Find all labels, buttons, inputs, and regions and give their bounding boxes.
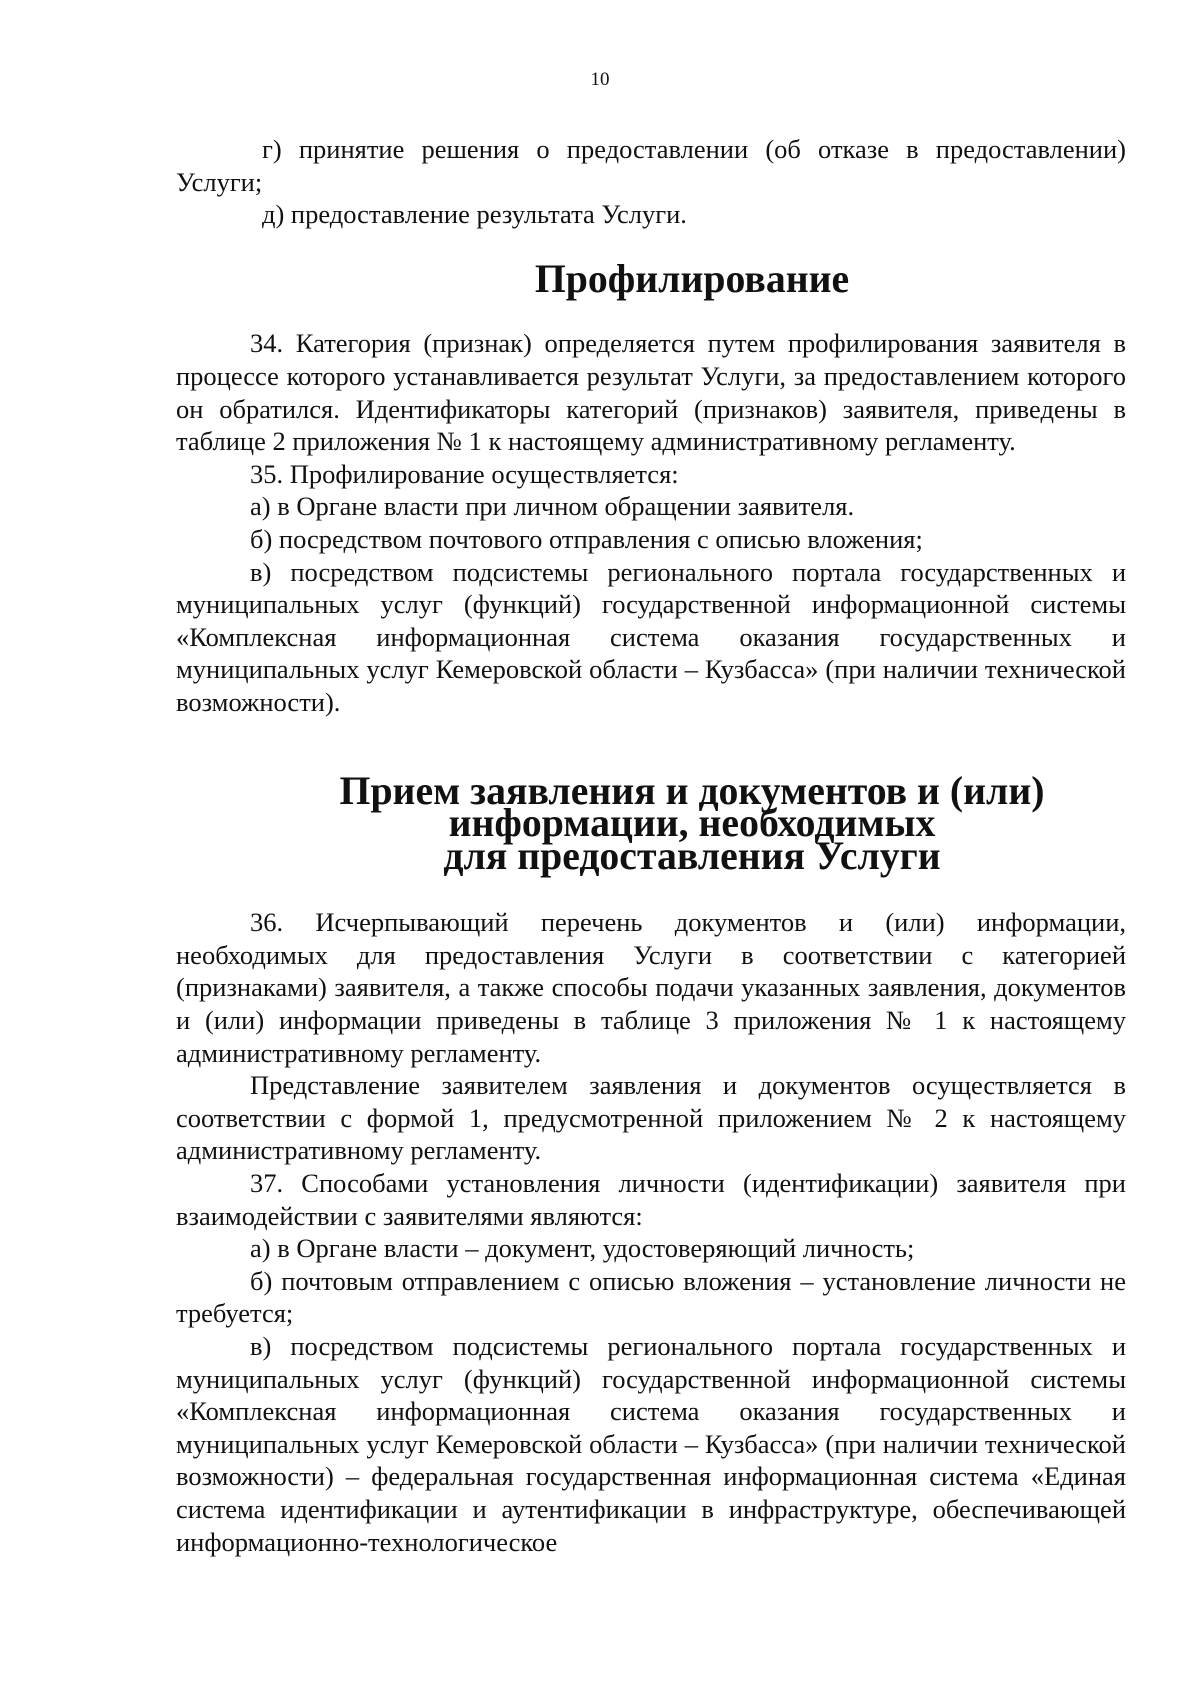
paragraph-item-g: г) принятие решения о предоставлении (об отказе в предоставлении) Услуги; xyxy=(176,134,1126,197)
paragraph-37-a: а) в Органе власти – документ, удостоверяющий личность; xyxy=(250,1233,915,1264)
page-number: 10 xyxy=(590,69,610,90)
paragraph-35-b: б) посредством почтового отправления с описью вложения; xyxy=(250,523,923,554)
paragraph-35-a: а) в Органе власти при личном обращении заявителя. xyxy=(250,491,855,522)
document-body xyxy=(176,133,1126,1558)
paragraph-item-d: д) предоставление результата Услуги. xyxy=(262,199,687,230)
paragraph-35: 35. Профилирование осуществляется: xyxy=(250,458,679,489)
paragraph-submission: Представление заявителем заявления и документов осуществляется в соответствии с формой 1, предусмотренной приложением № 2 к настоящему административному регламенту. xyxy=(176,1070,1126,1166)
paragraph-37-v: в) посредством подсистемы регионального портала государственных и муниципальных услуг (функций) государственной информационной системы «Комплексная информационная система оказания государственных и муниципальных услуг Кемеровской области – Кузбасса» (при наличии технической возможности) – федеральная государственная информационная система «Единая система идентификации и аутентификации в инфраструктуре, обеспечивающей информационно-технологическое xyxy=(176,1331,1126,1557)
section-heading-line-2: для предоставления Услуги xyxy=(443,833,941,878)
section-heading-line-1: Прием заявления и документов и (или) информации, необходимых xyxy=(339,768,1045,846)
paragraph-37-b: б) почтовым отправлением с описью вложения – установление личности не требуется; xyxy=(176,1265,1126,1329)
paragraph-37: 37. Способами установления личности (идентификации) заявителя при взаимодействии с заявителями являются: xyxy=(176,1168,1126,1231)
paragraph-36: 36. Исчерпывающий перечень документов и (или) информации, необходимых для предоставления Услуги в соответствии с категорией (признаками) заявителя, а также способы подачи указанных заявления, документов и (или) информации приведены в таблице 3 приложения № 1 к настоящему административному регламенту. xyxy=(176,907,1126,1068)
section-heading-profiling: Профилирование xyxy=(534,256,850,301)
paragraph-35-v: в) посредством подсистемы регионального портала государственных и муниципальных услуг (функций) государственной информационной системы «Комплексная информационная система оказания государственных и муниципальных услуг Кемеровской области – Кузбасса» (при наличии технической возможности). xyxy=(176,556,1126,717)
paragraph-34: 34. Категория (признак) определяется путем профилирования заявителя в процессе которого устанавливается результат Услуги, за предоставлением которого он обратился. Идентификаторы категорий (признаков) заявителя, приведены в таблице 2 приложения № 1 к настоящему административному регламенту. xyxy=(176,328,1126,457)
section-heading-application-intake xyxy=(176,768,1126,878)
